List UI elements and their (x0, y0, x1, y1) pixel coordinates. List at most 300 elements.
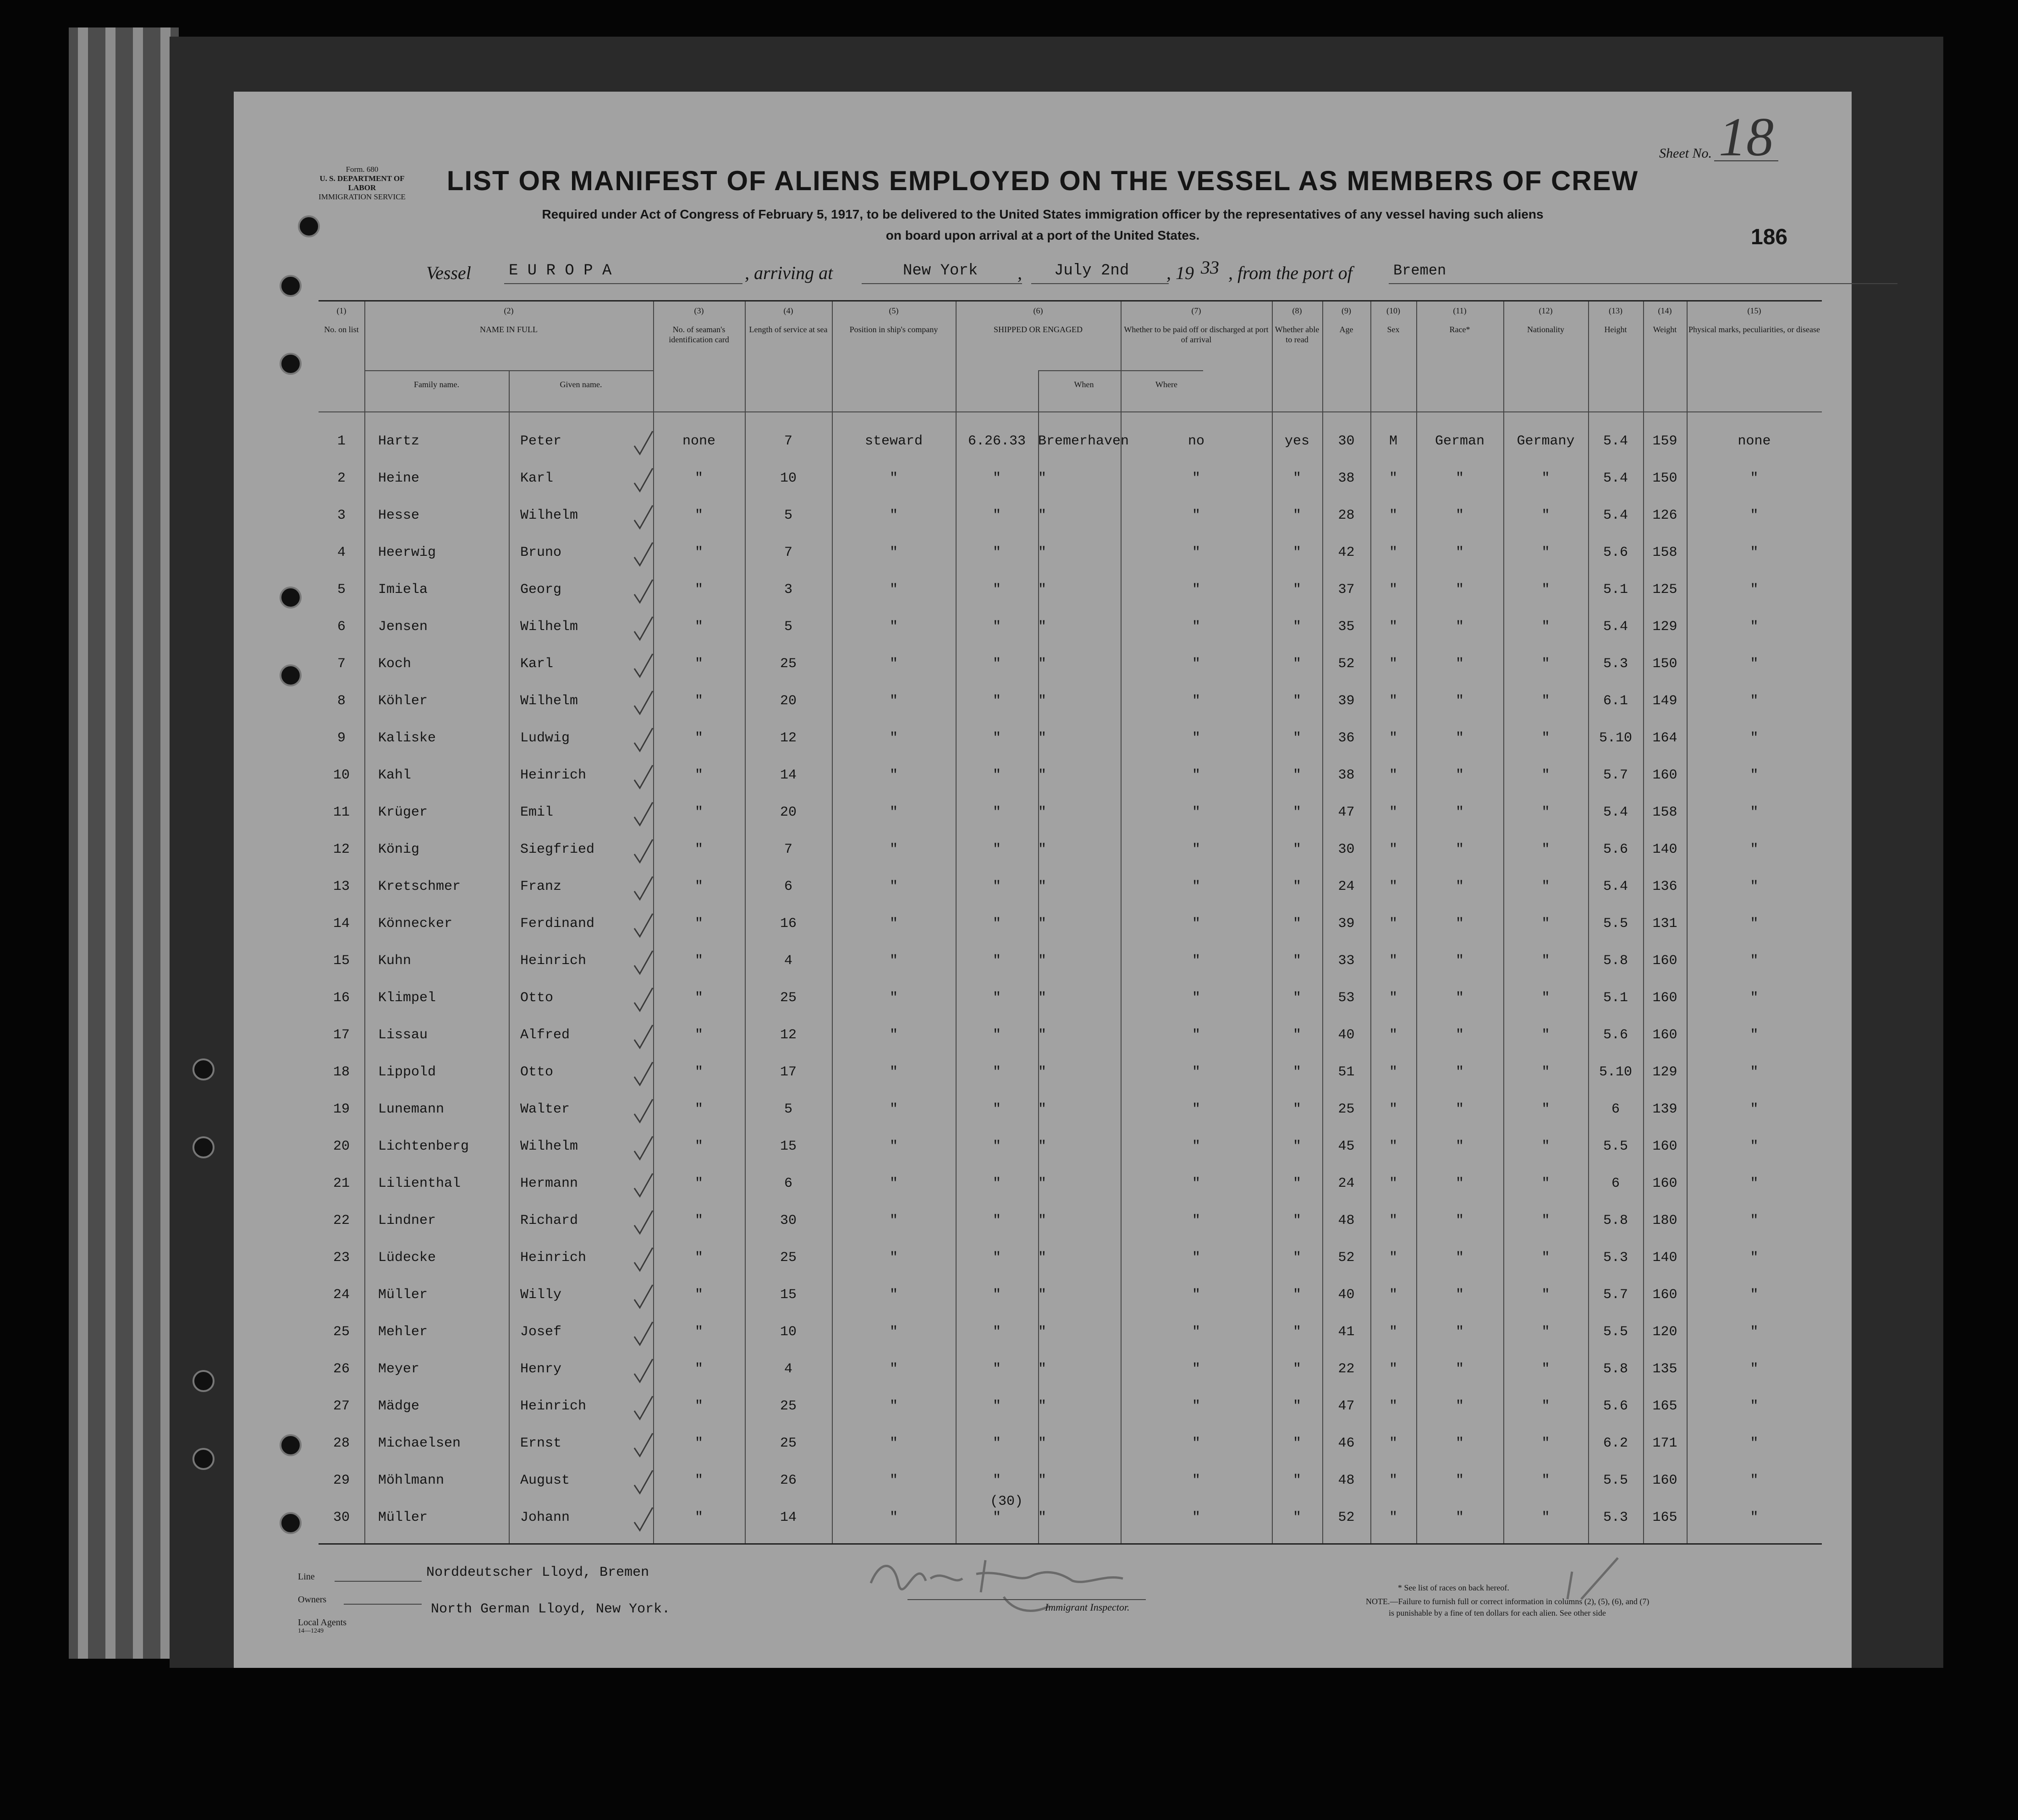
cell-age: 25 (1338, 1102, 1355, 1117)
check-mark-icon (632, 652, 654, 680)
cell-position: " (889, 730, 898, 746)
cell-card: " (694, 1324, 703, 1340)
cell-read: " (1292, 1139, 1301, 1154)
column-header: Position in ship's company (849, 325, 938, 334)
cell-paid: no (1188, 433, 1204, 449)
cell-service: 20 (780, 693, 797, 709)
cell-read: " (1292, 1473, 1301, 1488)
year-prefix: , 19 (1166, 263, 1194, 283)
cell-read: " (1292, 1436, 1301, 1451)
column-header: Length of service at sea (749, 325, 828, 334)
cell-no: 22 (333, 1213, 350, 1228)
cell-race: " (1455, 1473, 1464, 1488)
cell-age: 24 (1338, 879, 1355, 894)
cell-when: " (992, 842, 1001, 857)
cell-when: " (992, 730, 1001, 746)
cell-nationality: " (1541, 471, 1550, 486)
cell-card: " (694, 619, 703, 635)
cell-sex: " (1389, 1176, 1397, 1191)
table-row (319, 720, 1822, 757)
table-row (319, 497, 1822, 534)
check-mark-icon (632, 504, 654, 531)
cell-where: " (1038, 1436, 1047, 1451)
handwritten-mark (1563, 1553, 1632, 1604)
cell-service: 12 (780, 1027, 797, 1043)
check-mark-icon (632, 1060, 654, 1088)
cell-weight: 158 (1652, 545, 1677, 560)
cell-height: 5.6 (1603, 1027, 1628, 1043)
cell-height: 5.1 (1603, 990, 1628, 1006)
cell-where: " (1038, 767, 1047, 783)
cell-marks: " (1750, 1213, 1759, 1228)
check-mark-icon (632, 689, 654, 717)
cell-card: " (694, 1176, 703, 1191)
table-row (319, 757, 1822, 794)
cell-read: " (1292, 1398, 1301, 1414)
cell-sex: " (1389, 990, 1397, 1006)
table-row (319, 1091, 1822, 1128)
cell-weight: 160 (1652, 953, 1677, 969)
cell-given: Heinrich (520, 953, 587, 969)
cell-paid: " (1192, 1324, 1200, 1340)
check-mark-icon (632, 578, 654, 605)
cell-family: Jensen (378, 619, 428, 635)
cell-sex: " (1389, 805, 1397, 820)
inspector-label: Immigrant Inspector. (1045, 1601, 1130, 1613)
cell-card: " (694, 730, 703, 746)
cell-family: Koch (378, 656, 412, 672)
cell-marks: " (1750, 730, 1759, 746)
cell-marks: " (1750, 1064, 1759, 1080)
cell-age: 39 (1338, 693, 1355, 709)
cell-where: " (1038, 879, 1047, 894)
cell-height: 5.6 (1603, 545, 1628, 560)
cell-position: " (889, 656, 898, 672)
cell-marks: " (1750, 953, 1759, 969)
cell-service: 20 (780, 805, 797, 820)
cell-age: 46 (1338, 1436, 1355, 1451)
cell-card: " (694, 471, 703, 486)
cell-no: 16 (333, 990, 350, 1006)
cell-paid: " (1192, 508, 1200, 523)
cell-nationality: " (1541, 1064, 1550, 1080)
cell-age: 28 (1338, 508, 1355, 523)
cell-race: " (1455, 582, 1464, 598)
table-row (319, 608, 1822, 645)
departure-underline (1389, 283, 1897, 284)
cell-nationality: " (1541, 1398, 1550, 1414)
cell-given: Wilhelm (520, 1139, 578, 1154)
cell-marks: " (1750, 1139, 1759, 1154)
cell-sex: " (1389, 1324, 1397, 1340)
cell-sex: " (1389, 1473, 1397, 1488)
binder-pages (69, 27, 179, 1659)
column-number: (10) (1386, 306, 1400, 315)
cell-paid: " (1192, 730, 1200, 746)
cell-given: Siegfried (520, 842, 595, 857)
table-row (319, 1351, 1822, 1387)
cell-paid: " (1192, 619, 1200, 635)
cell-where: " (1038, 916, 1047, 932)
subtitle-line-1: Required under Act of Congress of February 5, 1917, to be delivered to the United States immigration officer by the representatives of any vessel having such aliens (542, 207, 1544, 221)
cell-given: Ferdinand (520, 916, 595, 932)
cell-when: " (992, 471, 1001, 486)
cell-card: " (694, 1064, 703, 1080)
cell-height: 5.7 (1603, 767, 1628, 783)
cell-where: " (1038, 1324, 1047, 1340)
cell-sex: " (1389, 953, 1397, 969)
cell-sex: " (1389, 879, 1397, 894)
cell-when: " (992, 1361, 1001, 1377)
table-row (319, 794, 1822, 831)
table-row (319, 1425, 1822, 1462)
cell-race: " (1455, 619, 1464, 635)
cell-read: yes (1284, 433, 1309, 449)
cell-where: " (1038, 1064, 1047, 1080)
cell-service: 10 (780, 471, 797, 486)
cell-card: " (694, 582, 703, 598)
cell-read: " (1292, 1027, 1301, 1043)
cell-paid: " (1192, 1102, 1200, 1117)
cell-given: Ludwig (520, 730, 570, 746)
cell-race: " (1455, 471, 1464, 486)
cell-no: 12 (333, 842, 350, 857)
cell-race: " (1455, 1064, 1464, 1080)
cell-age: 30 (1338, 842, 1355, 857)
cell-read: " (1292, 1213, 1301, 1228)
cell-sex: " (1389, 656, 1397, 672)
fine-note-line-1: NOTE.—Failure to furnish full or correct information in columns (2), (5), (6), and (7) (1366, 1597, 1650, 1606)
punch-hole (280, 664, 302, 686)
cell-no: 11 (333, 805, 350, 820)
cell-age: 53 (1338, 990, 1355, 1006)
cell-marks: " (1750, 767, 1759, 783)
cell-no: 13 (333, 879, 350, 894)
cell-read: " (1292, 730, 1301, 746)
vessel-name: E U R O P A (509, 262, 612, 280)
cell-position: " (889, 693, 898, 709)
cell-no: 29 (333, 1473, 350, 1488)
cell-where: " (1038, 471, 1047, 486)
family-name-header: Family name. (414, 380, 459, 389)
cell-card: " (694, 805, 703, 820)
cell-no: 7 (337, 656, 346, 672)
cell-weight: 180 (1652, 1213, 1677, 1228)
cell-family: Mehler (378, 1324, 428, 1340)
cell-nationality: " (1541, 508, 1550, 523)
cell-weight: 136 (1652, 879, 1677, 894)
vessel-label: Vessel (426, 263, 471, 283)
cell-where: " (1038, 1250, 1047, 1266)
cell-given: Peter (520, 433, 562, 449)
column-header: No. of seaman's identification card (669, 325, 729, 344)
cell-service: 4 (784, 1361, 792, 1377)
cell-service: 26 (780, 1473, 797, 1488)
inspector-underline (907, 1599, 1146, 1600)
cell-position: " (889, 1139, 898, 1154)
cell-nationality: " (1541, 990, 1550, 1006)
cell-race: " (1455, 1398, 1464, 1414)
cell-position: " (889, 1398, 898, 1414)
cell-no: 30 (333, 1510, 350, 1525)
check-mark-icon (632, 541, 654, 568)
cell-card: " (694, 842, 703, 857)
cell-paid: " (1192, 1436, 1200, 1451)
cell-family: Kahl (378, 767, 412, 783)
punch-hole (280, 1434, 302, 1456)
cell-marks: " (1750, 582, 1759, 598)
cell-card: " (694, 1361, 703, 1377)
cell-when: " (992, 990, 1001, 1006)
cell-read: " (1292, 1176, 1301, 1191)
cell-where: Bremerhaven (1038, 433, 1129, 449)
cell-family: Michaelsen (378, 1436, 461, 1451)
cell-race: " (1455, 1102, 1464, 1117)
cell-age: 39 (1338, 916, 1355, 932)
table-row (319, 1202, 1822, 1239)
cell-sex: " (1389, 767, 1397, 783)
agents-value: North German Lloyd, New York. (431, 1601, 671, 1617)
cell-no: 25 (333, 1324, 350, 1340)
cell-race: " (1455, 1027, 1464, 1043)
cell-read: " (1292, 471, 1301, 486)
cell-height: 5.4 (1603, 471, 1628, 486)
cell-nationality: " (1541, 1510, 1550, 1525)
cell-given: Karl (520, 471, 554, 486)
cell-when: " (992, 953, 1001, 969)
table-row (319, 943, 1822, 979)
cell-weight: 150 (1652, 471, 1677, 486)
cell-read: " (1292, 1287, 1301, 1303)
cell-position: " (889, 1510, 898, 1525)
cell-when: " (992, 805, 1001, 820)
check-mark-icon (632, 1357, 654, 1385)
cell-family: Heine (378, 471, 420, 486)
cell-where: " (1038, 1398, 1047, 1414)
cell-nationality: " (1541, 1324, 1550, 1340)
cell-card: " (694, 545, 703, 560)
cell-given: Walter (520, 1102, 570, 1117)
cell-sex: M (1389, 433, 1397, 449)
cell-no: 17 (333, 1027, 350, 1043)
cell-family: Kaliske (378, 730, 436, 746)
check-mark-icon (632, 1431, 654, 1459)
cell-where: " (1038, 619, 1047, 635)
cell-paid: " (1192, 1361, 1200, 1377)
cell-given: Otto (520, 1064, 554, 1080)
cell-card: " (694, 990, 703, 1006)
cell-read: " (1292, 1510, 1301, 1525)
cell-weight: 160 (1652, 1473, 1677, 1488)
cell-service: 6 (784, 879, 792, 894)
table-row (319, 1017, 1822, 1053)
cell-family: Könnecker (378, 916, 453, 932)
cell-family: Müller (378, 1510, 428, 1525)
column-number: (2) (504, 306, 514, 315)
cell-service: 5 (784, 1102, 792, 1117)
cell-position: " (889, 767, 898, 783)
cell-when: " (992, 619, 1001, 635)
cell-weight: 160 (1652, 767, 1677, 783)
cell-where: " (1038, 1213, 1047, 1228)
cell-when: " (992, 1398, 1001, 1414)
cell-nationality: " (1541, 879, 1550, 894)
column-header: Whether able to read (1275, 325, 1320, 344)
cell-where: " (1038, 730, 1047, 746)
cell-given: Hermann (520, 1176, 578, 1191)
column-header: Age (1339, 325, 1353, 334)
cell-given: August (520, 1473, 570, 1488)
cell-position: " (889, 508, 898, 523)
cell-when: " (992, 656, 1001, 672)
cell-weight: 160 (1652, 1139, 1677, 1154)
cell-height: 5.3 (1603, 1510, 1628, 1525)
cell-given: Karl (520, 656, 554, 672)
cell-given: Otto (520, 990, 554, 1006)
cell-when: " (992, 545, 1001, 560)
cell-paid: " (1192, 953, 1200, 969)
cell-no: 3 (337, 508, 346, 523)
cell-weight: 158 (1652, 805, 1677, 820)
cell-family: Klimpel (378, 990, 436, 1006)
from-label: , from the port of (1228, 263, 1353, 283)
cell-given: Ernst (520, 1436, 562, 1451)
cell-position: " (889, 1361, 898, 1377)
year-suffix: 33 (1201, 257, 1219, 278)
cell-nationality: " (1541, 1027, 1550, 1043)
check-mark-icon (632, 912, 654, 939)
cell-age: 48 (1338, 1473, 1355, 1488)
column-number: (12) (1539, 306, 1553, 315)
cell-position: " (889, 1436, 898, 1451)
cell-read: " (1292, 656, 1301, 672)
arrival-port: New York (903, 262, 978, 280)
check-mark-icon (632, 1135, 654, 1162)
cell-given: Henry (520, 1361, 562, 1377)
cell-paid: " (1192, 1287, 1200, 1303)
cell-read: " (1292, 545, 1301, 560)
cell-nationality: " (1541, 842, 1550, 857)
cell-marks: " (1750, 842, 1759, 857)
where-header: Where (1155, 380, 1177, 389)
arriving-label: , arriving at (745, 263, 833, 283)
cell-no: 4 (337, 545, 346, 560)
cell-position: " (889, 471, 898, 486)
cell-marks: " (1750, 1102, 1759, 1117)
page-edge (78, 27, 88, 1659)
cell-age: 33 (1338, 953, 1355, 969)
race-note: * See list of races on back hereof. (1398, 1583, 1509, 1592)
cell-read: " (1292, 767, 1301, 783)
sheet-number: 18 (1719, 106, 1774, 167)
punch-hole (280, 587, 302, 608)
column-header: No. on list (324, 325, 359, 334)
cell-age: 52 (1338, 656, 1355, 672)
cell-read: " (1292, 1250, 1301, 1266)
cell-weight: 140 (1652, 842, 1677, 857)
cell-age: 30 (1338, 433, 1355, 449)
table-row (319, 905, 1822, 942)
cell-family: Krüger (378, 805, 428, 820)
table-row (319, 534, 1822, 571)
cell-height: 5.3 (1603, 1250, 1628, 1266)
cell-card: " (694, 656, 703, 672)
cell-service: 12 (780, 730, 797, 746)
cell-nationality: " (1541, 693, 1550, 709)
table-row (319, 1128, 1822, 1165)
cell-service: 14 (780, 1510, 797, 1525)
cell-sex: " (1389, 471, 1397, 486)
table-row (319, 980, 1822, 1016)
cell-service: 25 (780, 1250, 797, 1266)
cell-sex: " (1389, 1139, 1397, 1154)
cell-where: " (1038, 508, 1047, 523)
owners-underline (344, 1604, 422, 1605)
cell-where: " (1038, 1139, 1047, 1154)
cell-age: 45 (1338, 1139, 1355, 1154)
cell-when: " (992, 879, 1001, 894)
cell-when: " (992, 916, 1001, 932)
cell-service: 16 (780, 916, 797, 932)
cell-race: " (1455, 1436, 1464, 1451)
column-number: (14) (1658, 306, 1672, 315)
check-mark-icon (632, 1394, 654, 1422)
cell-paid: " (1192, 767, 1200, 783)
cell-marks: " (1750, 508, 1759, 523)
column-header: NAME IN FULL (480, 325, 538, 334)
cell-family: Hesse (378, 508, 420, 523)
cell-given: Wilhelm (520, 508, 578, 523)
page-edge (160, 27, 170, 1659)
cell-marks: " (1750, 693, 1759, 709)
check-mark-icon (632, 763, 654, 791)
cell-race: " (1455, 1287, 1464, 1303)
column-number: (13) (1609, 306, 1622, 315)
cell-card: " (694, 1398, 703, 1414)
column-number: (9) (1342, 306, 1351, 315)
cell-age: 38 (1338, 767, 1355, 783)
cell-family: Imiela (378, 582, 428, 598)
column-number: (1) (336, 306, 346, 315)
header-divider (319, 411, 1822, 412)
cell-height: 5.1 (1603, 582, 1628, 598)
cell-service: 14 (780, 767, 797, 783)
column-header: Nationality (1527, 325, 1564, 334)
cell-position: " (889, 1102, 898, 1117)
cell-read: " (1292, 508, 1301, 523)
cell-age: 36 (1338, 730, 1355, 746)
manifest-sheet (234, 92, 1852, 1668)
cell-service: 15 (780, 1287, 797, 1303)
cell-age: 51 (1338, 1064, 1355, 1080)
cell-position: " (889, 842, 898, 857)
cell-paid: " (1192, 1064, 1200, 1080)
cell-service: 30 (780, 1213, 797, 1228)
column-number: (7) (1191, 306, 1201, 315)
punch-hole (192, 1058, 214, 1080)
cell-nationality: " (1541, 1139, 1550, 1154)
cell-given: Wilhelm (520, 619, 578, 635)
cell-paid: " (1192, 916, 1200, 932)
cell-when: " (992, 1139, 1001, 1154)
cell-paid: " (1192, 805, 1200, 820)
check-mark-icon (632, 838, 654, 865)
cell-sex: " (1389, 730, 1397, 746)
cell-no: 27 (333, 1398, 350, 1414)
cell-position: " (889, 805, 898, 820)
cell-weight: 126 (1652, 508, 1677, 523)
punch-hole (280, 275, 302, 297)
